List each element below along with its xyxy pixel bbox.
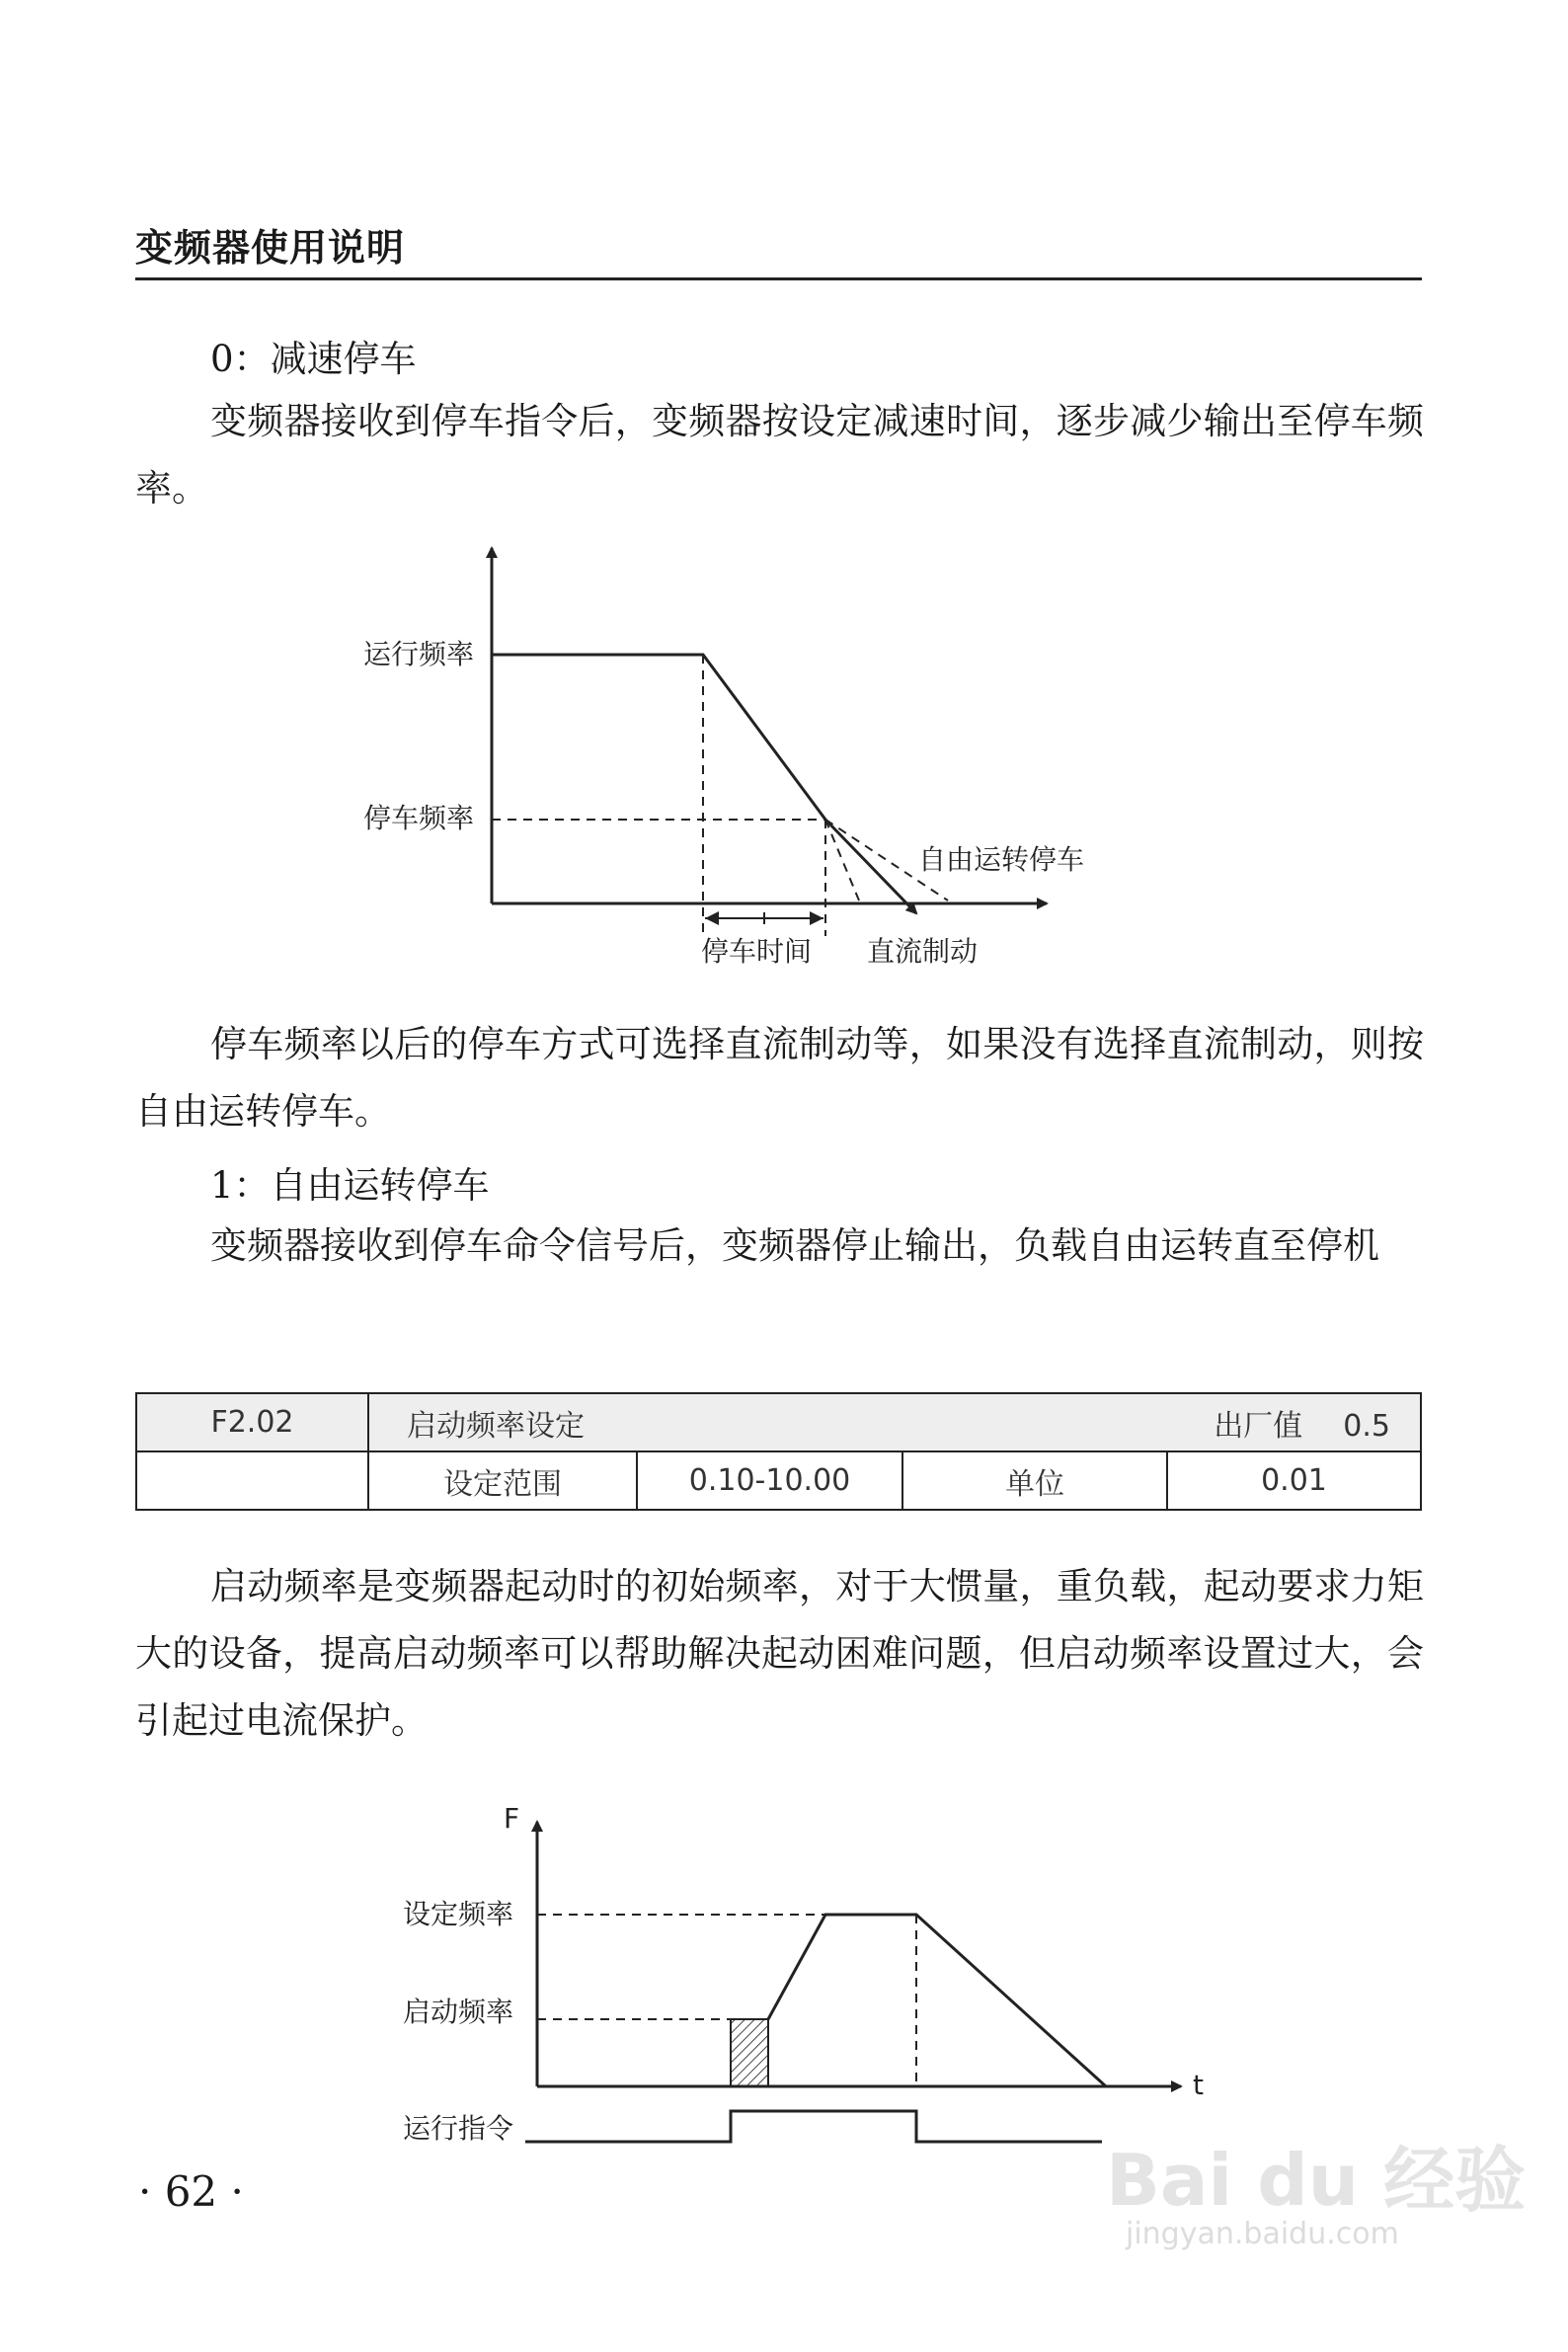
paragraph-start-freq: 启动频率是变频器起动时的初始频率，对于大惯量，重负载，起动要求力矩大的设备，提高启动频率可以帮助解决起动困难问题，但启动频率设置过大，会引起过电流保护。 — [135, 1565, 1424, 1742]
param-name: 启动频率设定 — [407, 1408, 585, 1444]
paragraph-after-stop-freq: 停车频率以后的停车方式可选择直流制动等，如果没有选择直流制动，则按自由运转停车。 — [135, 1023, 1424, 1133]
dc-brake-curve — [825, 820, 916, 913]
label-stop-freq: 停车频率 — [362, 802, 474, 834]
parameter-table — [135, 1392, 1422, 1511]
label-f: F — [504, 1802, 520, 1835]
baidu-watermark-logo: Bai du 经验 — [1106, 2139, 1527, 2222]
label-stop-time: 停车时间 — [701, 935, 813, 968]
paragraph-decel-stop: 变频器接收到停车指令后，变频器按设定减速时间，逐步减少输出至停车频率。 — [135, 400, 1424, 510]
header-rule — [135, 277, 1422, 280]
factory-value: 0.5 — [1343, 1408, 1390, 1444]
page-number: · 62 · — [138, 2167, 244, 2216]
run-command-pulse — [525, 2111, 1102, 2142]
label-start-freq: 启动频率 — [402, 1996, 513, 2028]
start-freq-diagram — [375, 1792, 1244, 2157]
paragraph-free-stop: 变频器接收到停车命令信号后，变频器停止输出，负载自由运转直至停机 — [210, 1224, 1379, 1267]
section-heading-free-stop: 1：自由运转停车 — [210, 1164, 490, 1207]
label-t: t — [1193, 2069, 1204, 2101]
label-dc-brake: 直流制动 — [867, 935, 979, 968]
empty-cell — [136, 1451, 368, 1510]
section-heading-decel-stop: 0：减速停车 — [210, 338, 417, 380]
start-freq-hatch — [731, 2019, 768, 2086]
decel-curve — [492, 655, 825, 820]
unit-value: 0.01 — [1167, 1451, 1421, 1510]
freq-profile — [768, 1915, 1106, 2086]
decel-stop-diagram — [326, 533, 1116, 987]
unit-label: 单位 — [902, 1451, 1167, 1510]
range-value: 0.10-10.00 — [637, 1451, 902, 1510]
range-label: 设定范围 — [368, 1451, 637, 1510]
baidu-watermark-url: jingyan.baidu.com — [1126, 2217, 1399, 2251]
page-header-title: 变频器使用说明 — [135, 226, 406, 270]
label-set-freq: 设定频率 — [402, 1898, 513, 1930]
factory-default — [1214, 1401, 1390, 1445]
param-code: F2.02 — [136, 1393, 368, 1451]
label-run-cmd: 运行指令 — [402, 2112, 513, 2145]
label-run-freq: 运行频率 — [362, 638, 474, 670]
label-free-stop: 自由运转停车 — [918, 843, 1085, 876]
factory-label: 出厂值 — [1214, 1408, 1303, 1444]
